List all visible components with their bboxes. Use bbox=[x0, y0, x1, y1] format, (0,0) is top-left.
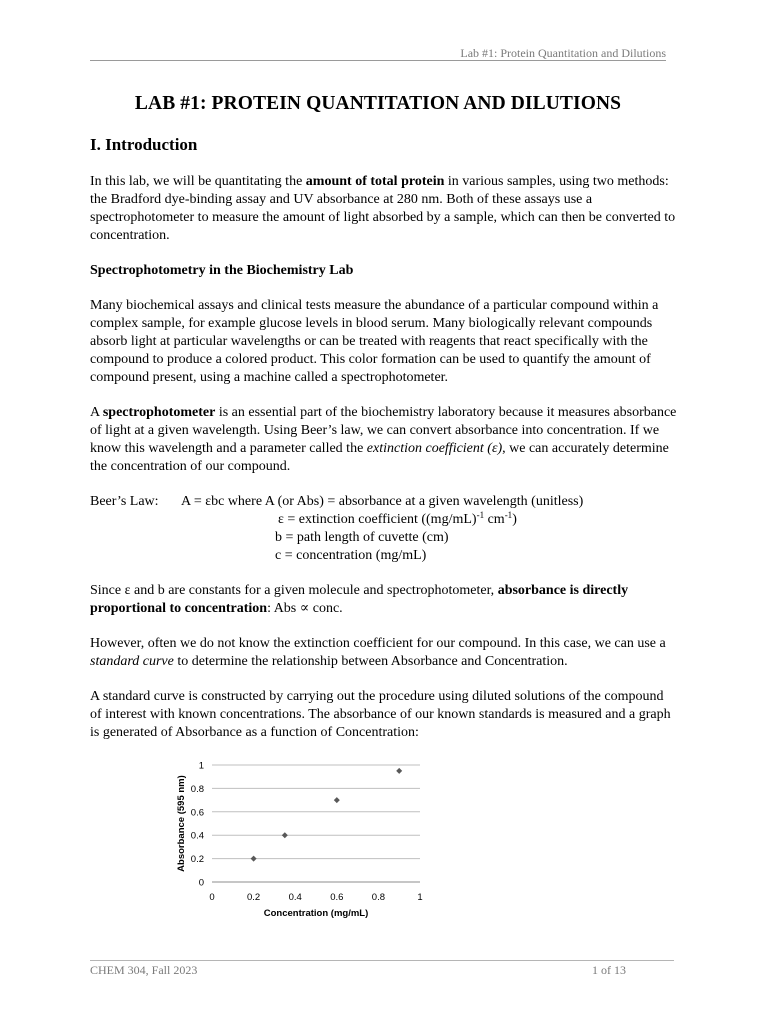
beers-law-label: Beer’s Law: bbox=[90, 494, 159, 509]
x-tick-label: 0.6 bbox=[330, 892, 344, 903]
assays-paragraph: Many biochemical assays and clinical tests measure the abundance of a particular compound within a complex sample, for example glucose levels in blood serum. Many biologically relevant compounds absorb light at particular wavelengths or can be treated with reagents that react specifically with the compound to produce a colored product. This color formation can be used to quantify the amount of compound present, using a machine called a spectrophotometer. bbox=[90, 298, 659, 385]
spectro-text-3: , we can accurately determine the concentration of our compound. bbox=[90, 441, 669, 474]
constants-text-2: : Abs ∝ conc. bbox=[267, 601, 343, 616]
x-tick-label: 0.4 bbox=[288, 892, 302, 903]
epsilon-def-cm: cm bbox=[484, 512, 505, 527]
epsilon-superscript-1: -1 bbox=[476, 510, 485, 520]
y-tick-label: 0.4 bbox=[190, 830, 204, 842]
footer-rule bbox=[90, 960, 674, 961]
running-header: Lab #1: Protein Quantitation and Dilutions bbox=[460, 46, 666, 60]
spectro-italic-text: extinction coefficient (ε) bbox=[366, 441, 503, 456]
standard-curve-paragraph bbox=[90, 635, 678, 671]
beers-law-line-1: A = εbc where A (or Abs) = absorbance at a given wavelength (unitless) bbox=[181, 494, 584, 509]
standard-text-2: to determine the relationship between Absorbance and Concentration. bbox=[173, 654, 568, 669]
spectro-bold-text: spectrophotometer bbox=[102, 405, 216, 420]
body-text bbox=[90, 173, 678, 759]
data-point bbox=[282, 832, 288, 838]
standard-text-1: However, often we do not know the extinction coefficient for our compound. In this case, we can use a bbox=[90, 636, 666, 651]
constants-text-1: Since ε and b are constants for a given molecule and spectrophotometer, bbox=[90, 583, 498, 598]
constants-bold-text: absorbance is directly proportional to concentration bbox=[90, 583, 629, 616]
standard-curve-chart bbox=[168, 755, 438, 927]
data-point bbox=[251, 856, 257, 862]
section-heading-introduction: I. Introduction bbox=[90, 135, 198, 154]
constants-paragraph bbox=[90, 582, 678, 618]
x-axis-label: Concentration (mg/mL) bbox=[263, 908, 369, 919]
y-tick-label: 0.8 bbox=[190, 783, 204, 795]
y-tick-label: 1 bbox=[198, 760, 204, 772]
y-tick-label: 0.6 bbox=[190, 807, 204, 819]
data-point bbox=[396, 768, 402, 774]
footer-course: CHEM 304, Fall 2023 bbox=[90, 963, 198, 977]
beers-law-block bbox=[90, 493, 678, 565]
curve-construction-paragraph: A standard curve is constructed by carrying out the procedure using diluted solutions of the compound of interest with known concentrations. The absorbance of our known standards is measured and a graph is generated of Absorbance as a function of Concentration: bbox=[90, 689, 671, 740]
epsilon-def-close: ) bbox=[512, 512, 517, 527]
spectro-text-2: is an essential part of the biochemistry laboratory because it measures absorbance of light at a given wavelength. Using Beer’s law, we can convert absorbance into concentration. If we know this wavelength and a parameter called the bbox=[90, 405, 677, 456]
spectro-text-1: A bbox=[90, 405, 103, 420]
intro-text-1: In this lab, we will be quantitating the bbox=[90, 174, 306, 189]
x-tick-label: 0 bbox=[209, 892, 215, 903]
y-tick-label: 0.2 bbox=[190, 854, 204, 866]
header-rule bbox=[90, 60, 666, 61]
beers-law-line-4: c = concentration (mg/mL) bbox=[275, 548, 427, 563]
beers-law-line-3: b = path length of cuvette (cm) bbox=[275, 530, 449, 545]
epsilon-def-text: ε = extinction coefficient ((mg/mL) bbox=[278, 512, 477, 527]
x-tick-label: 0.8 bbox=[371, 892, 386, 903]
spectrophotometer-paragraph bbox=[90, 404, 678, 476]
standard-italic-text: standard curve bbox=[90, 654, 174, 669]
y-tick-label: 0 bbox=[198, 877, 204, 889]
epsilon-superscript-2: -1 bbox=[504, 510, 513, 520]
y-axis-label: Absorbance (595 nm) bbox=[176, 775, 187, 872]
beers-law-line-2 bbox=[90, 511, 678, 529]
x-tick-label: 1 bbox=[417, 892, 423, 903]
chart-svg bbox=[168, 755, 438, 927]
document-title: LAB #1: PROTEIN QUANTITATION AND DILUTIONS bbox=[134, 93, 622, 114]
intro-paragraph bbox=[90, 173, 678, 245]
x-tick-label: 0.2 bbox=[246, 892, 261, 903]
subheading-spectrophotometry: Spectrophotometry in the Biochemistry Lab bbox=[90, 263, 354, 278]
intro-bold-text: amount of total protein bbox=[305, 174, 445, 189]
intro-text-2: in various samples, using two methods: the Bradford dye-binding assay and UV absorbance at 280 nm. Both of these assays use a spectrophotometer to measure the amount of light absorbed by a sample, which can then be converted to concentration. bbox=[90, 174, 676, 243]
data-point bbox=[334, 797, 340, 803]
footer-page-number: 1 of 13 bbox=[592, 963, 626, 977]
